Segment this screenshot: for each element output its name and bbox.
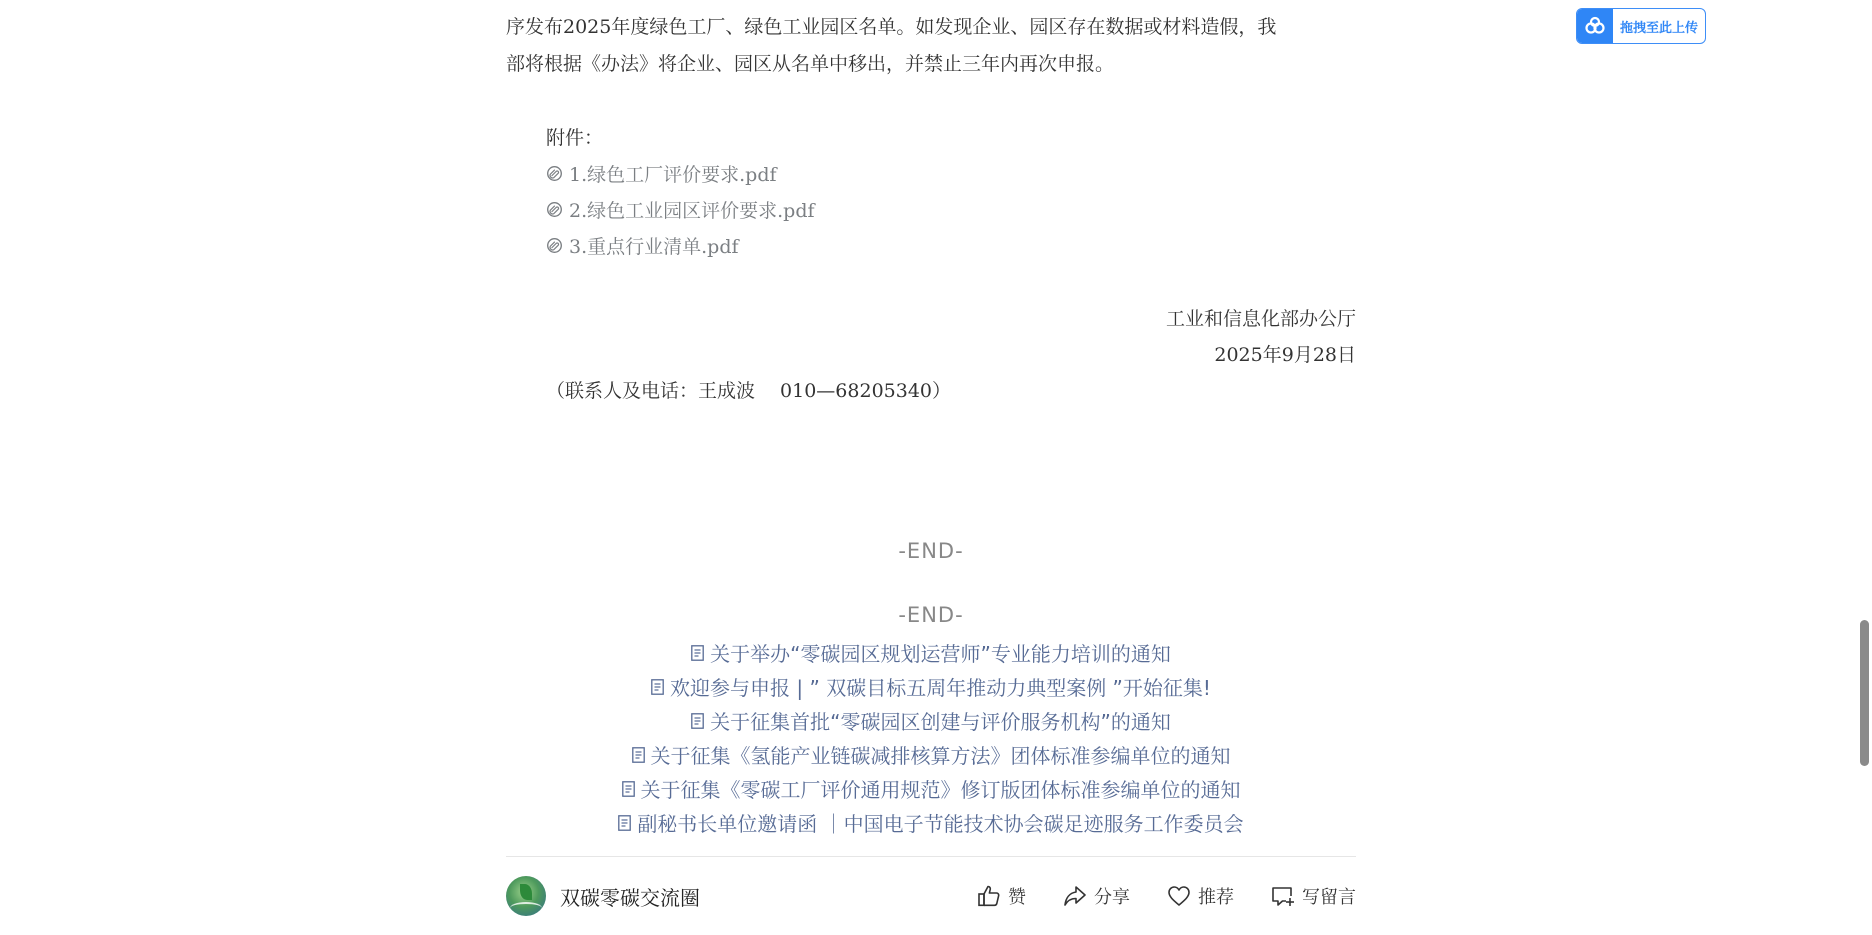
related-article-link[interactable] [506, 638, 1356, 667]
issuer-name: 工业和信息化部办公厅 [1165, 308, 1356, 330]
recommend-label: 推荐 [1198, 887, 1234, 908]
attachments-heading: 附件： [546, 127, 604, 149]
related-article-link[interactable] [506, 808, 1356, 837]
related-article-title: 关于征集《氢能产业链碳减排核算方法》团体标准参编单位的通知 [650, 744, 1231, 768]
upload-button-label: 拖拽至此上传 [1619, 20, 1698, 36]
share-button[interactable] [1062, 883, 1130, 909]
related-article-link[interactable] [506, 740, 1356, 769]
related-article-title: 关于征集首批“零碳园区创建与评价服务机构”的通知 [710, 710, 1171, 734]
contact-info: （联系人及电话：王成波 010—68205340） [546, 380, 952, 402]
document-icon [622, 781, 635, 797]
attachment-clip-icon [546, 165, 563, 182]
footer-divider [506, 856, 1356, 857]
attachment-clip-icon [546, 237, 563, 254]
related-article-title: 副秘书长单位邀请函 ｜中国电子节能技术协会碳足迹服务工作委员会 [637, 812, 1244, 836]
like-button[interactable] [976, 883, 1026, 909]
recommend-button[interactable] [1166, 883, 1234, 909]
related-article-link[interactable] [506, 774, 1356, 803]
related-article-title: 欢迎参与申报 | ” 双碳目标五周年推动力典型案例 ”开始征集! [670, 676, 1211, 700]
document-icon [691, 713, 704, 729]
drag-upload-button[interactable] [1576, 8, 1706, 44]
comment-plus-icon [1270, 883, 1296, 909]
related-article-title: 关于征集《零碳工厂评价通用规范》修订版团体标准参编单位的通知 [640, 778, 1241, 802]
comment-button[interactable] [1270, 883, 1356, 909]
related-article-title: 关于举办“零碳园区规划运营师”专业能力培训的通知 [710, 642, 1171, 666]
globe-ring-icon [510, 902, 542, 914]
share-label: 分享 [1094, 887, 1130, 908]
issue-date: 2025年9月28日 [1214, 344, 1356, 366]
upload-icon-box [1577, 9, 1613, 43]
related-article-link[interactable] [506, 672, 1356, 701]
document-icon [691, 645, 704, 661]
end-mark: -END- [898, 603, 964, 627]
account-name[interactable]: 双碳零碳交流圈 [560, 885, 700, 910]
attachment-link-3[interactable] [546, 232, 739, 259]
footer-actions [976, 883, 1356, 909]
scrollbar-thumb[interactable] [1860, 620, 1869, 766]
leaf-icon [520, 884, 532, 900]
attachment-link-label: 1.绿色工厂评价要求.pdf [569, 164, 777, 186]
article-footer [506, 876, 1356, 916]
end-mark: -END- [898, 539, 964, 563]
share-arrow-icon [1062, 883, 1088, 909]
related-article-link[interactable] [506, 706, 1356, 735]
article-paragraph-line-1: 序发布2025年度绿色工厂、绿色工业园区名单。如发现企业、园区存在数据或材料造假，我 [506, 16, 1277, 38]
cloud-link-icon [1583, 16, 1607, 36]
heart-icon [1166, 883, 1192, 909]
attachment-clip-icon [546, 201, 563, 218]
account-avatar[interactable] [506, 876, 546, 916]
attachment-link-label: 3.重点行业清单.pdf [569, 236, 739, 258]
document-icon [632, 747, 645, 763]
attachment-link-1[interactable] [546, 160, 777, 187]
attachment-link-label: 2.绿色工业园区评价要求.pdf [569, 200, 815, 222]
article-paragraph-line-2: 部将根据《办法》将企业、园区从名单中移出，并禁止三年内再次申报。 [506, 53, 1115, 75]
comment-label: 写留言 [1302, 887, 1356, 908]
document-icon [651, 679, 664, 695]
document-icon [618, 815, 631, 831]
attachment-link-2[interactable] [546, 196, 815, 223]
thumbs-up-icon [976, 883, 1002, 909]
like-label: 赞 [1008, 887, 1026, 908]
